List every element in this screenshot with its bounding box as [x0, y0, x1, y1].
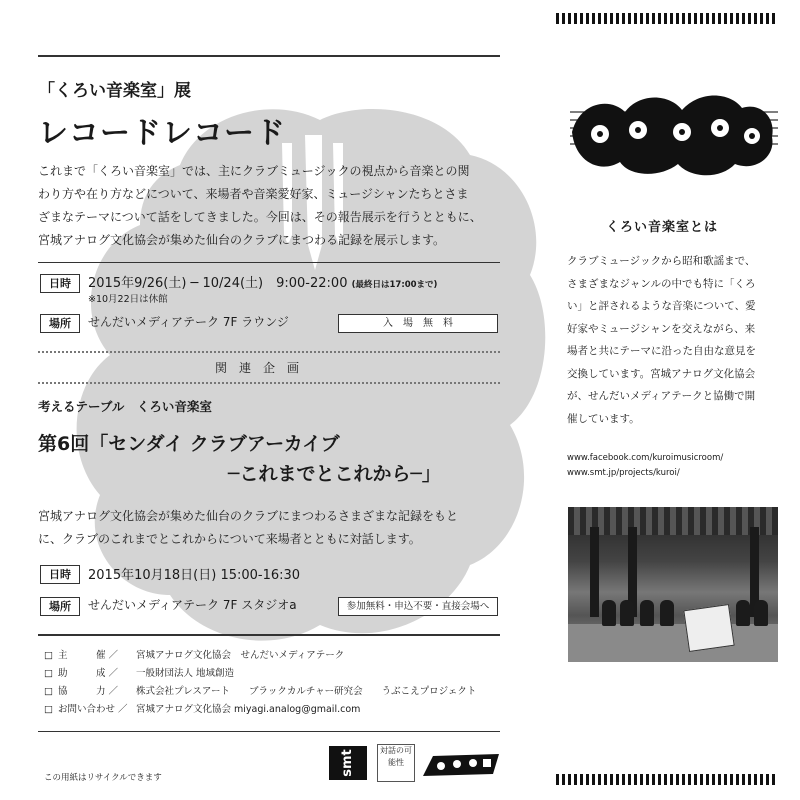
about-heading: くろい音楽室とは	[606, 220, 719, 235]
about-line: い」と評されるような音楽について、愛	[567, 300, 756, 312]
kuroi-mini-logo	[421, 752, 501, 780]
credit-row	[44, 701, 476, 719]
date-label: 日時	[40, 274, 80, 293]
credit-value: 株式会社プレスアート ブラックカルチャー研究会 うぶこえプロジェクト	[136, 686, 477, 697]
exhibition-title: レコードレコード	[38, 116, 286, 151]
credit-row	[44, 665, 476, 683]
credit-bullet: □	[44, 686, 53, 697]
related-desc-line: 宮城アナログ文化協会が集めた仙台のクラブにまつわるさまざまな記録をもと	[38, 509, 459, 523]
related-title-line1: 第6回「センダイ クラブアーカイブ	[38, 433, 340, 455]
bottom-right-stripe	[556, 774, 778, 785]
closed-note: ※10月22日は休館	[88, 294, 168, 305]
credits-rule	[38, 634, 500, 636]
credit-key: 協 力 ／	[58, 686, 119, 697]
credit-bullet: □	[44, 650, 53, 661]
photo-person	[602, 600, 616, 626]
kuroi-ongakushitsu-logo	[570, 82, 778, 180]
photo-person	[620, 600, 634, 626]
bottom-rule	[38, 731, 500, 732]
photo-person	[736, 600, 750, 626]
intro-line: これまで「くろい音楽室」では、主にクラブミュージックの視点から音楽との関	[38, 164, 470, 178]
credit-value: 一般財団法人 地域創造	[136, 668, 235, 679]
recycle-note: この用紙はリサイクルできます	[44, 773, 162, 783]
about-line: 交換しています。宮城アナログ文化協会	[567, 367, 756, 380]
credits-list	[44, 647, 476, 719]
dotted-rule	[38, 382, 500, 384]
smt-logo	[329, 746, 367, 780]
exhibition-place: せんだいメディアテーク 7F ラウンジ	[88, 315, 289, 329]
related-title-line2: ─これまでとこれから─」	[228, 463, 441, 485]
credit-row	[44, 647, 476, 665]
credit-row	[44, 683, 476, 701]
about-line: さまざまなジャンルの中でも特に「くろ	[567, 277, 756, 290]
credit-bullet: □	[44, 704, 53, 715]
credit-value: 宮城アナログ文化協会 せんだいメディアテーク	[136, 650, 345, 661]
related-desc-line: に、クラブのこれまでとこれからについて来場者とともに対話します。	[38, 532, 421, 546]
top-right-stripe	[556, 13, 778, 24]
exhibition-date	[88, 272, 437, 291]
photo-person	[660, 600, 674, 626]
about-line: 催しています。	[567, 412, 640, 425]
related-place: せんだいメディアテーク 7F スタジオa	[88, 598, 297, 612]
smt-logo-text: smt	[340, 749, 355, 777]
photo-pillar	[590, 527, 599, 617]
taiwa-logo	[377, 744, 415, 782]
photo-floor	[568, 624, 778, 662]
about-line: クラブミュージックから昭和歌謡まで、	[567, 255, 756, 267]
about-line: 好家やミュージシャンを交えながら、来	[567, 322, 756, 335]
date-label: 日時	[40, 565, 80, 584]
taiwa-logo-text: 対話の可能性	[380, 746, 412, 767]
related-description	[38, 505, 458, 551]
intro-line: 宮城アナログ文化協会が集めた仙台のクラブにまつわる記録を展示します。	[38, 233, 446, 247]
credit-key: 助 成 ／	[58, 668, 119, 679]
facebook-url[interactable]: www.facebook.com/kuroimusicroom/	[567, 453, 724, 463]
credit-bullet: □	[44, 668, 53, 679]
credit-value: 宮城アナログ文化協会 miyagi.analog@gmail.com	[136, 704, 361, 715]
exhibition-date-text: 2015年9/26(土) ─ 10/24(土) 9:00-22:00	[88, 276, 348, 291]
related-heading: 関 連 企 画	[215, 361, 300, 375]
event-photo	[568, 507, 778, 662]
admission-box: 入 場 無 料	[338, 314, 498, 333]
section-rule	[38, 262, 500, 263]
related-date: 2015年10月18日(日) 15:00-16:30	[88, 568, 301, 583]
top-rule	[38, 55, 500, 57]
place-label: 場所	[40, 597, 80, 616]
intro-line: ざまなテーマについて話をしてきました。今回は、その報告展示を行うとともに、	[38, 210, 482, 224]
about-paragraph	[567, 250, 756, 430]
about-line: 場者と共にテーマに沿った自由な意見を	[567, 345, 756, 357]
credit-key: 主 催 ／	[58, 650, 119, 661]
smt-url[interactable]: www.smt.jp/projects/kuroi/	[567, 468, 680, 478]
dotted-rule	[38, 351, 500, 353]
url-list	[567, 451, 723, 481]
intro-paragraph	[38, 160, 482, 252]
photo-sign-board	[683, 604, 734, 652]
about-line: が、せんだいメディアテークと協働で開	[567, 390, 756, 402]
exhibition-subtitle: 「くろい音楽室」展	[38, 81, 191, 101]
photo-person	[754, 600, 768, 626]
photo-person	[640, 600, 654, 626]
photo-ceiling	[568, 507, 778, 535]
exhibition-date-note: (最終日は17:00まで)	[351, 280, 438, 290]
related-series: 考えるテーブル くろい音楽室	[38, 399, 212, 414]
intro-line: わり方や在り方などについて、来場者や音楽愛好家、ミュージシャンたちとさま	[38, 187, 469, 201]
participation-note-box: 参加無料・申込不要・直接会場へ	[338, 597, 498, 616]
place-label: 場所	[40, 314, 80, 333]
credit-key: お問い合わせ ／	[58, 704, 128, 715]
